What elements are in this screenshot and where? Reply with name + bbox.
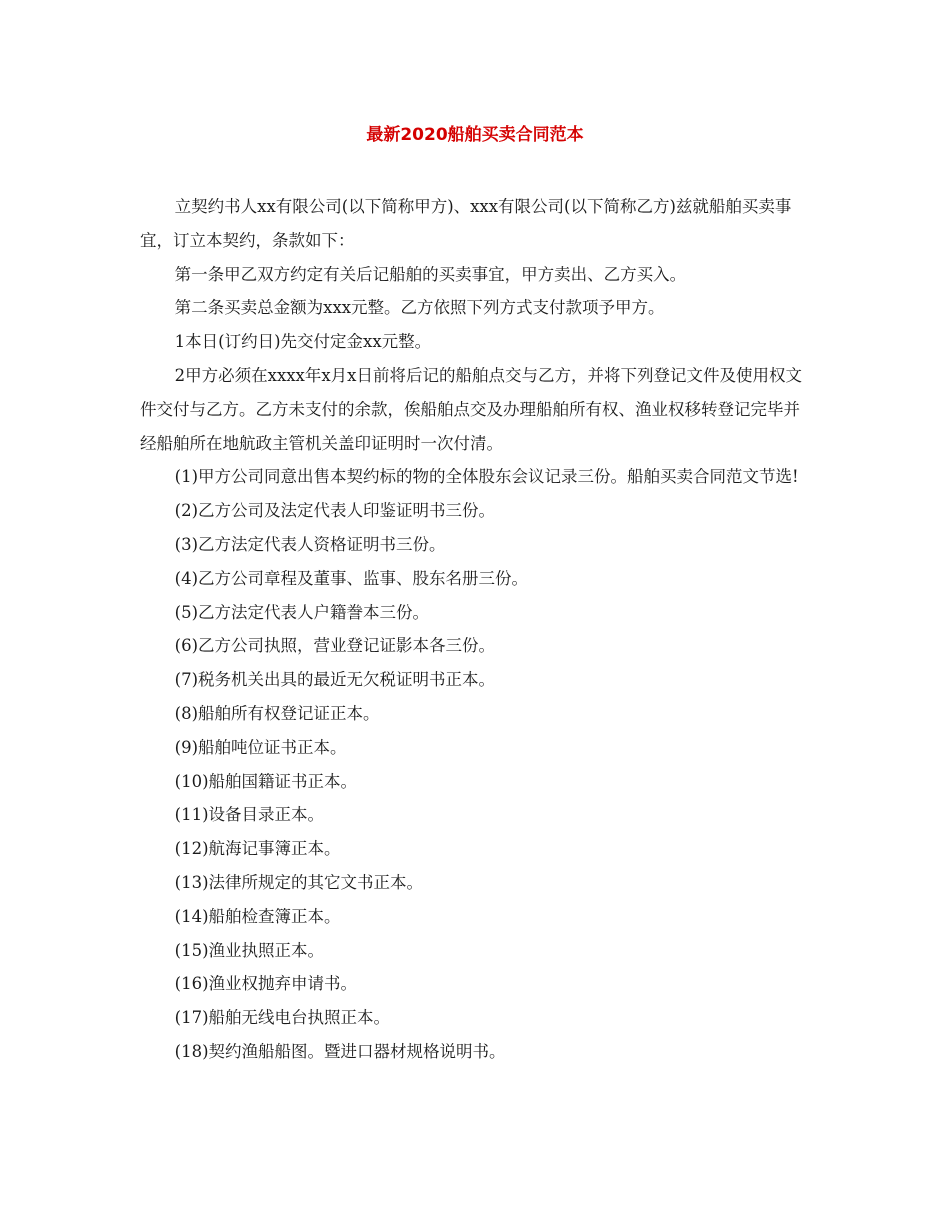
list-item: (9)船舶吨位证书正本。 (174, 737, 347, 757)
list-item: (18)契约渔船船图。暨进口器材规格说明书。 (174, 1041, 506, 1061)
list-item: (7)税务机关出具的最近无欠税证明书正本。 (174, 670, 496, 690)
list-item: (5)乙方法定代表人户籍誊本三份。 (174, 602, 430, 622)
list-item: (12)航海记事簿正本。 (174, 839, 341, 859)
list-item: (16)渔业权抛弃申请书。 (174, 974, 358, 994)
list-item: (1)甲方公司同意出售本契约标的物的全体股东会议记录三份。船舶买卖合同范文节选! (174, 467, 799, 487)
list-item: (14)船舶检查簿正本。 (174, 906, 341, 926)
document-body (140, 190, 812, 1069)
list-item: (10)船舶国籍证书正本。 (174, 771, 358, 791)
list-item: (13)法律所规定的其它文书正本。 (174, 872, 424, 892)
list-item: (8)船舶所有权登记证正本。 (174, 703, 380, 723)
list-item: (11)设备目录正本。 (174, 805, 325, 825)
paragraph-clause-1: 1本日(订约日)先交付定金xx元整。 (174, 332, 432, 352)
document-title: 最新2020船舶买卖合同范本 (366, 125, 584, 145)
paragraph-article-1: 第一条甲乙双方约定有关后记船舶的买卖事宜，甲方卖出、乙方买入。 (174, 264, 687, 284)
list-item: (15)渔业执照正本。 (174, 940, 325, 960)
list-item: (17)船舶无线电台执照正本。 (174, 1008, 391, 1028)
list-item: (6)乙方公司执照，营业登记证影本各三份。 (174, 636, 496, 656)
paragraph-article-2: 第二条买卖总金额为xxx元整。乙方依照下列方式支付款项予甲方。 (174, 298, 665, 318)
paragraph-clause-2: 2甲方必须在xxxx年x月x日前将后记的船舶点交与乙方，并将下列登记文件及使用权文件交付与乙方。乙方未支付的余款，俟船舶点交及办理船舶所有权、渔业权移转登记完毕并经船舶所在地航政主管机关盖印证明时一次付清。 (140, 365, 802, 453)
list-item: (4)乙方公司章程及董事、监事、股东名册三份。 (174, 568, 529, 588)
paragraph-preamble: 立契约书人xx有限公司(以下简称甲方)、xxx有限公司(以下简称乙方)兹就船舶买卖事宜，订立本契约，条款如下： (140, 197, 792, 250)
list-item: (2)乙方公司及法定代表人印鉴证明书三份。 (174, 501, 496, 521)
list-item: (3)乙方法定代表人资格证明书三份。 (174, 534, 446, 554)
